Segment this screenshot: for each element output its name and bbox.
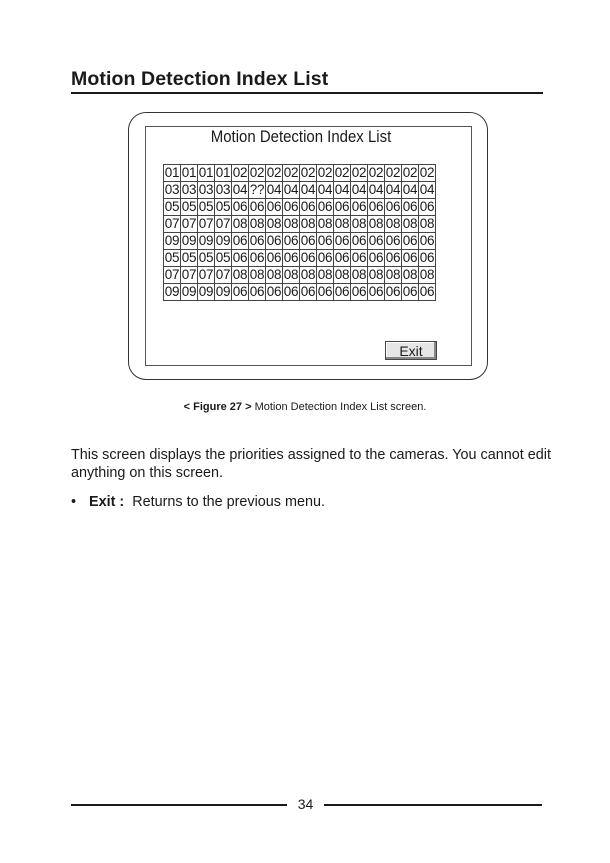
grid-cell: 07 <box>215 267 231 282</box>
grid-cell: 06 <box>351 199 367 214</box>
grid-cell: 08 <box>300 216 316 231</box>
grid-cell: 06 <box>266 233 282 248</box>
grid-cell: 06 <box>368 233 384 248</box>
grid-cell: 08 <box>334 267 350 282</box>
grid-cell: 04 <box>402 182 418 197</box>
grid-cell: 08 <box>266 267 282 282</box>
grid-cell: 04 <box>368 182 384 197</box>
grid-cell: 01 <box>164 165 180 180</box>
grid-cell: 06 <box>385 250 401 265</box>
grid-cell: 06 <box>317 284 333 299</box>
grid-cell: 04 <box>419 182 435 197</box>
grid-cell: 08 <box>402 267 418 282</box>
grid-cell: 09 <box>215 284 231 299</box>
grid-cell: 08 <box>368 267 384 282</box>
bullet-text: Returns to the previous menu. <box>132 494 325 510</box>
grid-cell: 08 <box>283 267 299 282</box>
grid-cell: 02 <box>300 165 316 180</box>
grid-cell: 06 <box>402 250 418 265</box>
grid-cell: 06 <box>385 233 401 248</box>
index-grid <box>163 164 436 301</box>
grid-cell: 02 <box>249 165 265 180</box>
grid-cell: 09 <box>198 233 214 248</box>
grid-cell: 07 <box>164 267 180 282</box>
grid-cell: 06 <box>419 199 435 214</box>
grid-cell: 09 <box>181 233 197 248</box>
grid-cell: 06 <box>283 284 299 299</box>
bullet-term: Exit : <box>89 494 125 510</box>
window-title: Motion Detection Index List <box>210 127 392 146</box>
grid-cell: 02 <box>385 165 401 180</box>
grid-cell: 01 <box>215 165 231 180</box>
grid-cell: 06 <box>249 250 265 265</box>
grid-cell: 06 <box>300 199 316 214</box>
grid-cell: 07 <box>164 216 180 231</box>
grid-cell: 09 <box>164 284 180 299</box>
section-title: Motion Detection Index List <box>71 68 329 90</box>
grid-cell: 03 <box>198 182 214 197</box>
grid-cell: 01 <box>198 165 214 180</box>
grid-cell: 04 <box>385 182 401 197</box>
grid-cell: 04 <box>300 182 316 197</box>
grid-cell: 06 <box>232 233 248 248</box>
grid-cell: 03 <box>181 182 197 197</box>
grid-cell: 06 <box>266 199 282 214</box>
grid-row <box>164 199 436 216</box>
grid-cell: 08 <box>317 267 333 282</box>
grid-cell: 04 <box>283 182 299 197</box>
grid-cell: 08 <box>385 216 401 231</box>
grid-cell: 06 <box>368 199 384 214</box>
bullet-icon: • <box>71 494 77 510</box>
grid-cell: ?? <box>249 182 265 197</box>
grid-cell: 06 <box>249 233 265 248</box>
grid-row <box>164 216 436 233</box>
grid-cell: 08 <box>385 267 401 282</box>
grid-cell: 06 <box>232 284 248 299</box>
grid-cell: 06 <box>300 233 316 248</box>
grid-cell: 08 <box>351 267 367 282</box>
grid-cell: 09 <box>215 233 231 248</box>
grid-cell: 06 <box>368 284 384 299</box>
grid-cell: 08 <box>351 216 367 231</box>
grid-cell: 04 <box>317 182 333 197</box>
grid-cell: 06 <box>300 284 316 299</box>
grid-cell: 06 <box>232 250 248 265</box>
grid-cell: 06 <box>351 250 367 265</box>
grid-cell: 08 <box>402 216 418 231</box>
grid-cell: 02 <box>402 165 418 180</box>
grid-cell: 06 <box>317 199 333 214</box>
grid-cell: 05 <box>181 199 197 214</box>
grid-row <box>164 233 436 250</box>
grid-cell: 08 <box>419 267 435 282</box>
grid-cell: 08 <box>232 267 248 282</box>
exit-button[interactable]: Exit <box>385 341 437 360</box>
grid-cell: 05 <box>198 250 214 265</box>
grid-cell: 06 <box>317 250 333 265</box>
grid-cell: 06 <box>266 284 282 299</box>
grid-cell: 02 <box>351 165 367 180</box>
grid-cell: 06 <box>402 284 418 299</box>
page-number: 34 <box>297 796 314 812</box>
grid-cell: 02 <box>334 165 350 180</box>
grid-cell: 02 <box>317 165 333 180</box>
grid-cell: 06 <box>283 250 299 265</box>
grid-cell: 02 <box>283 165 299 180</box>
grid-cell: 06 <box>334 233 350 248</box>
grid-cell: 06 <box>266 250 282 265</box>
grid-row <box>164 182 436 199</box>
grid-cell: 06 <box>402 233 418 248</box>
grid-row <box>164 267 436 284</box>
grid-cell: 09 <box>198 284 214 299</box>
grid-cell: 05 <box>164 250 180 265</box>
description-paragraph: This screen displays the priorities assigned to the cameras. You cannot edit anything on this screen. <box>71 447 551 481</box>
grid-cell: 05 <box>198 199 214 214</box>
grid-row <box>164 250 436 267</box>
grid-cell: 04 <box>266 182 282 197</box>
grid-cell: 06 <box>249 199 265 214</box>
grid-cell: 08 <box>368 216 384 231</box>
grid-cell: 04 <box>334 182 350 197</box>
grid-cell: 04 <box>351 182 367 197</box>
grid-cell: 09 <box>181 284 197 299</box>
grid-cell: 06 <box>300 250 316 265</box>
grid-cell: 08 <box>232 216 248 231</box>
grid-cell: 09 <box>164 233 180 248</box>
grid-cell: 06 <box>385 199 401 214</box>
grid-cell: 06 <box>351 284 367 299</box>
grid-cell: 06 <box>419 284 435 299</box>
grid-cell: 06 <box>351 233 367 248</box>
grid-cell: 02 <box>368 165 384 180</box>
footer-divider-left <box>71 804 287 806</box>
grid-cell: 08 <box>300 267 316 282</box>
grid-cell: 08 <box>249 216 265 231</box>
grid-row <box>164 165 436 182</box>
grid-cell: 06 <box>334 284 350 299</box>
grid-cell: 08 <box>334 216 350 231</box>
grid-cell: 03 <box>164 182 180 197</box>
grid-cell: 06 <box>419 233 435 248</box>
grid-cell: 03 <box>215 182 231 197</box>
grid-cell: 05 <box>164 199 180 214</box>
grid-cell: 07 <box>198 216 214 231</box>
grid-cell: 08 <box>317 216 333 231</box>
grid-cell: 06 <box>283 233 299 248</box>
grid-cell: 05 <box>215 250 231 265</box>
grid-cell: 08 <box>249 267 265 282</box>
bullet-item-exit <box>71 494 325 510</box>
grid-cell: 08 <box>266 216 282 231</box>
grid-cell: 02 <box>419 165 435 180</box>
grid-cell: 08 <box>283 216 299 231</box>
grid-cell: 06 <box>283 199 299 214</box>
title-divider <box>71 92 543 94</box>
grid-cell: 07 <box>181 216 197 231</box>
grid-cell: 06 <box>368 250 384 265</box>
grid-cell: 07 <box>181 267 197 282</box>
footer-divider-right <box>324 804 542 806</box>
grid-cell: 06 <box>249 284 265 299</box>
grid-cell: 05 <box>215 199 231 214</box>
grid-cell: 01 <box>181 165 197 180</box>
grid-cell: 06 <box>334 250 350 265</box>
grid-cell: 05 <box>181 250 197 265</box>
grid-cell: 06 <box>385 284 401 299</box>
grid-cell: 07 <box>215 216 231 231</box>
grid-cell: 02 <box>232 165 248 180</box>
grid-cell: 06 <box>317 233 333 248</box>
figure-number: < Figure 27 > <box>183 401 252 413</box>
figure-caption <box>0 401 610 413</box>
grid-row <box>164 284 436 301</box>
grid-cell: 02 <box>266 165 282 180</box>
grid-cell: 06 <box>402 199 418 214</box>
grid-cell: 06 <box>334 199 350 214</box>
grid-cell: 07 <box>198 267 214 282</box>
grid-cell: 04 <box>232 182 248 197</box>
grid-cell: 08 <box>419 216 435 231</box>
grid-cell: 06 <box>232 199 248 214</box>
grid-cell: 06 <box>419 250 435 265</box>
figure-caption-text: Motion Detection Index List screen. <box>254 401 427 413</box>
